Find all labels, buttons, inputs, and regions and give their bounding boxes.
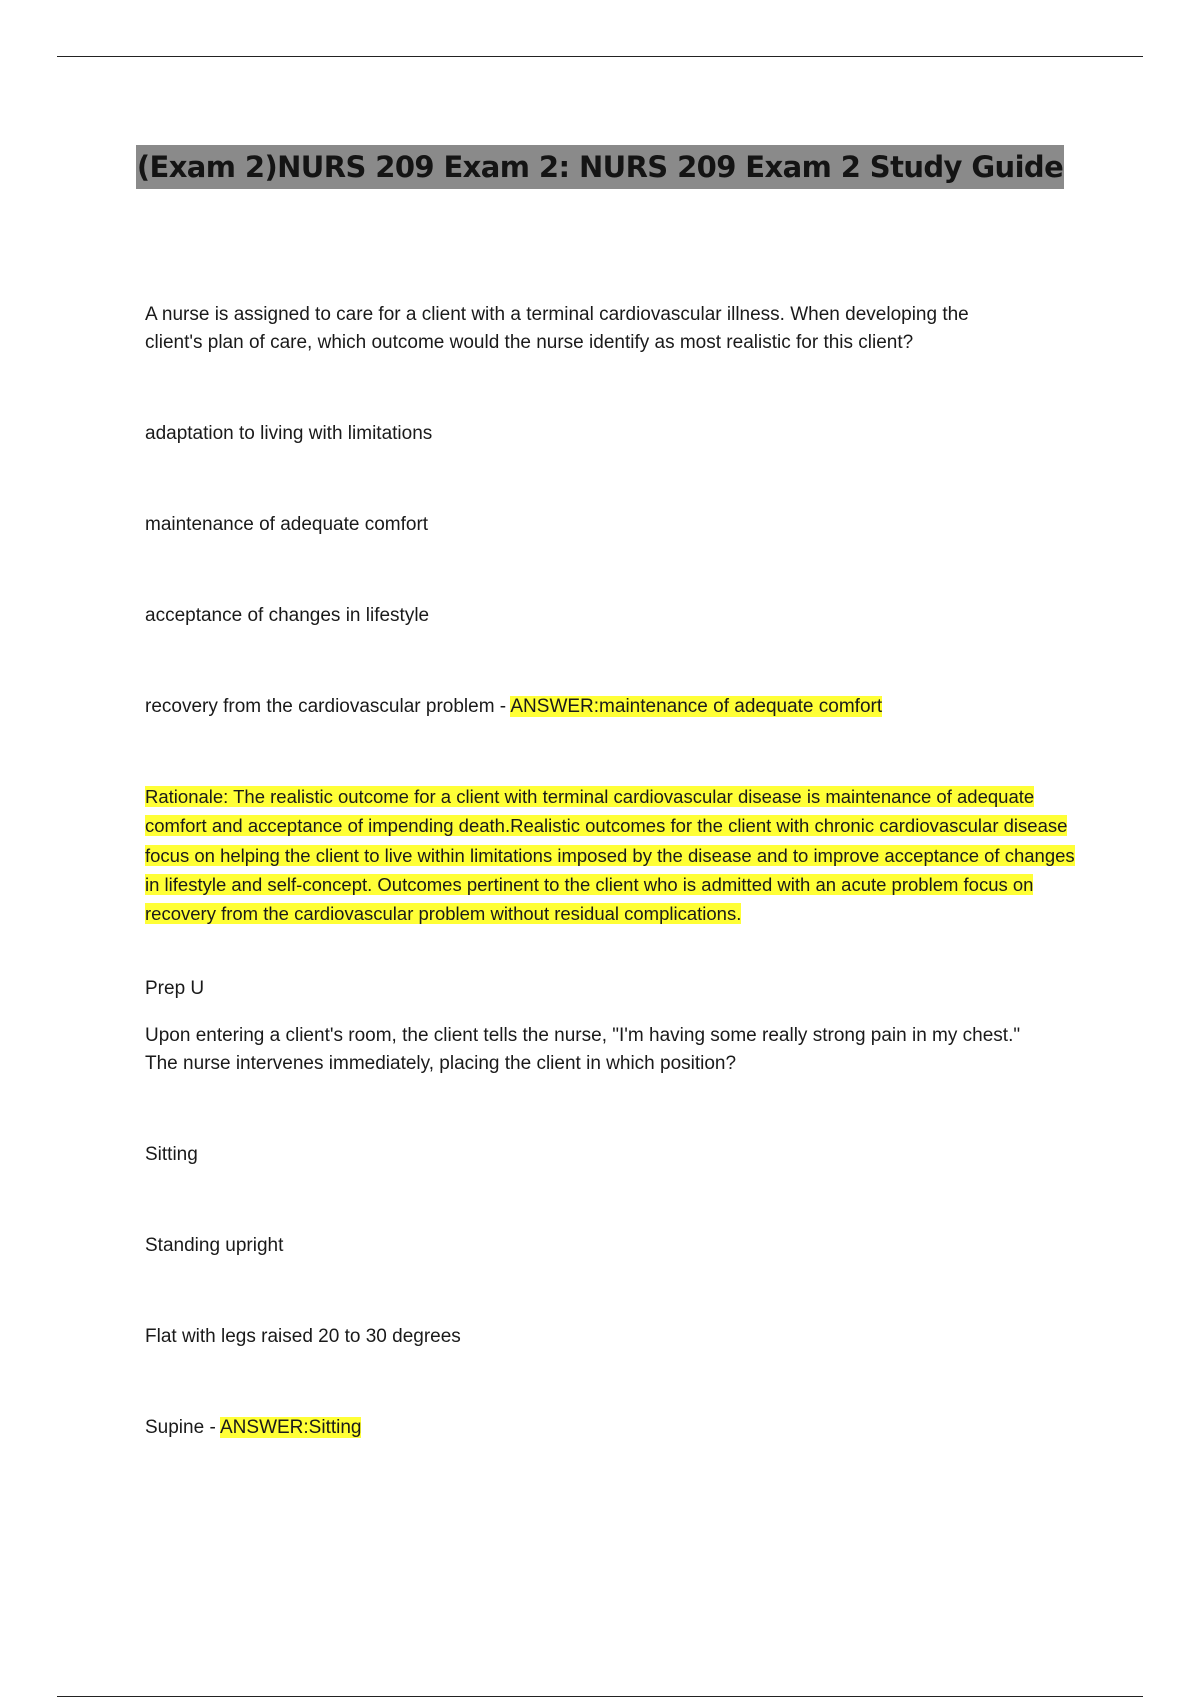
q2-stem-line-2: The nurse intervenes immediately, placing the client in which position?	[145, 1053, 737, 1074]
q1-option-4-with-answer	[145, 692, 1085, 721]
q2-stem-line-1: Upon entering a client's room, the client tells the nurse, "I'm having some really strong pain in my chest."	[145, 1025, 1021, 1046]
q2-option-2: Standing upright	[145, 1235, 284, 1256]
q1-rationale	[145, 782, 1085, 928]
q1-option-2: maintenance of adequate comfort	[145, 514, 429, 535]
bottom-rule	[57, 1696, 1143, 1697]
q1-rationale-text: Rationale: The realistic outcome for a client with terminal cardiovascular disease is maintenance of adequate comfort and acceptance of impending death.Realistic outcomes for the client with chronic cardiovascular disease focus on helping the client to live within limitations imposed by the disease and to improve acceptance of changes in lifestyle and self-concept. Outcomes pertinent to the client who is admitted with an acute problem focus on recovery from the cardiovascular problem without residual complications.	[145, 786, 1075, 925]
q2-option-3: Flat with legs raised 20 to 30 degrees	[145, 1326, 461, 1347]
q1-option-1: adaptation to living with limitations	[145, 423, 433, 444]
q1-option-3: acceptance of changes in lifestyle	[145, 605, 430, 626]
title-block	[0, 145, 1200, 189]
q2-option-1: Sitting	[145, 1144, 198, 1165]
q1-source: Prep U	[145, 978, 205, 999]
q2-option-4-with-answer	[145, 1413, 1085, 1442]
q1-stem-line-1: A nurse is assigned to care for a client with a terminal cardiovascular illness. When developing the	[145, 304, 969, 325]
q1-option-4: recovery from the cardiovascular problem -	[145, 696, 511, 717]
q2-answer: ANSWER:Sitting	[220, 1417, 362, 1438]
document-title: (Exam 2)NURS 209 Exam 2: NURS 209 Exam 2 Study Guide	[136, 145, 1064, 189]
q2-option-4: Supine -	[145, 1417, 220, 1438]
q1-answer: ANSWER:maintenance of adequate comfort	[510, 696, 883, 717]
q1-stem-line-2: client's plan of care, which outcome would the nurse identify as most realistic for this client?	[145, 332, 914, 353]
top-rule	[57, 56, 1143, 57]
